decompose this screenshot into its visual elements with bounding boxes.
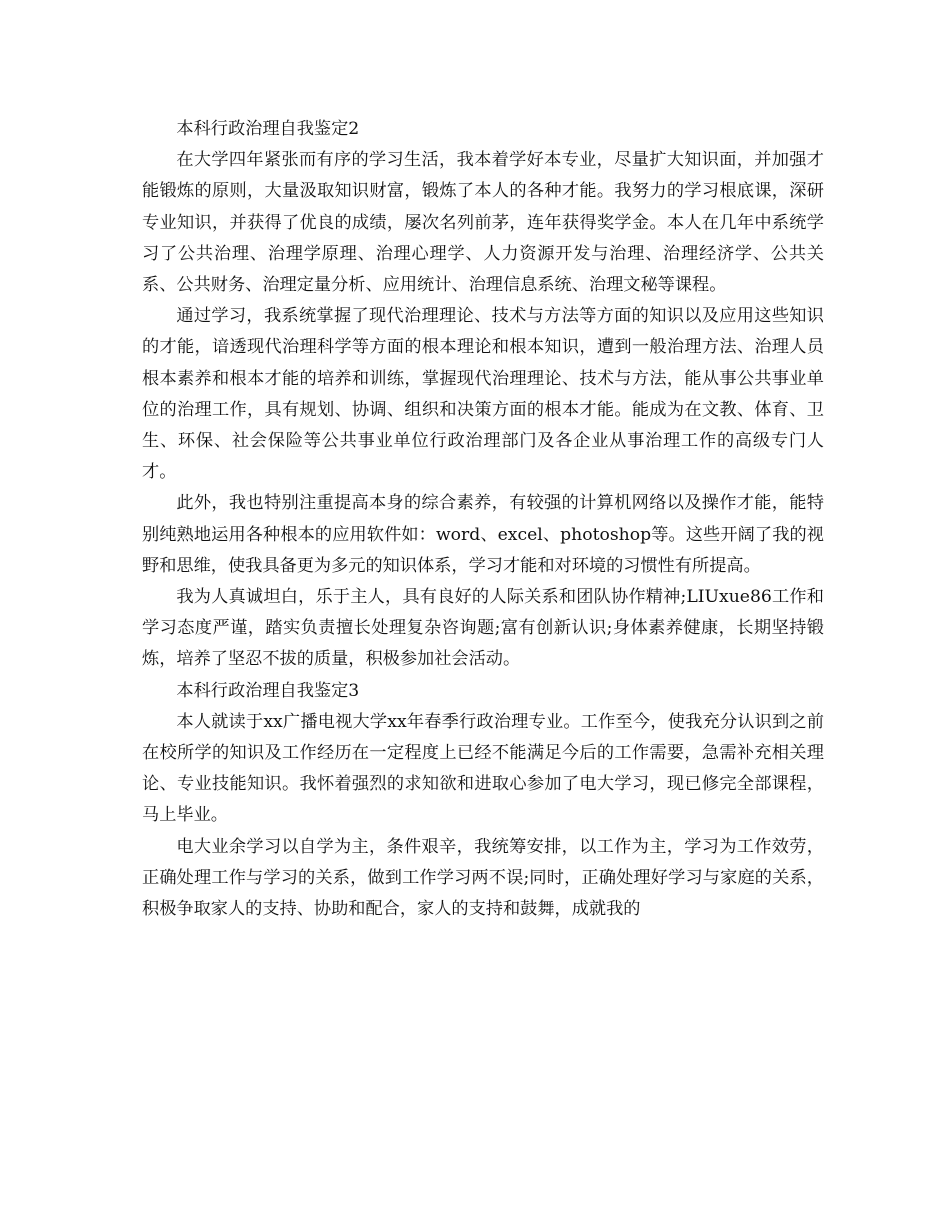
paragraph-theory-mastery: 通过学习，我系统掌握了现代治理理论、技术与方法等方面的知识以及应用这些知识的才能，谙透现代治理科学等方面的根本理论和根本知识，遭到一般治理方法、治理人员根本素养和根本才能的培养和训练，掌握现代治理理论、技术与方法，能从事公共事业单位的治理工作，具有规划、协调、组织和决策方面的根本才能。能成为在文教、体育、卫生、环保、社会保险等公共事业单位行政治理部门及各企业从事治理工作的高级专门人才。	[142, 306, 824, 483]
paragraph-study-life: 在大学四年紧张而有序的学习生活，我本着学好本专业，尽量扩大知识面，并加强才能锻炼的原则，大量汲取知识财富，锻炼了本人的各种才能。我努力的学习根底课，深研专业知识，并获得了优良的成绩，屡次名列前茅，连年获得奖学金。本人在几年中系统学习了公共治理、治理学原理、治理心理学、人力资源开发与治理、治理经济学、公共关系、公共财务、治理定量分析、应用统计、治理信息系统、治理文秘等课程。	[142, 150, 824, 296]
paragraph-enrollment: 本人就读于xx广播电视大学xx年春季行政治理专业。工作至今，使我充分认识到之前在校所学的知识及工作经历在一定程度上已经不能满足今后的工作需要，急需补充相关理论、专业技能知识。我怀着强烈的求知欲和进取心参加了电大学习，现已修完全部课程，马上毕业。	[142, 711, 824, 826]
paragraph-personality: 我为人真诚坦白，乐于主人，具有良好的人际关系和团队协作精神;LIUxue86工作和学习态度严谨，踏实负责擅长处理复杂咨询题;富有创新认识;身体素养健康，长期坚持锻炼，培养了坚忍不拔的质量，积极参加社会活动。	[142, 587, 824, 670]
paragraph-self-study: 电大业余学习以自学为主，条件艰辛，我统筹安排，以工作为主，学习为工作效劳，正确处理工作与学习的关系，做到工作学习两不误;同时，正确处理好学习与家庭的关系，积极争取家人的支持、协助和配合，家人的支持和鼓舞，成就我的	[142, 836, 824, 920]
section-heading-2: 本科行政治理自我鉴定2	[176, 119, 360, 139]
section-heading-3: 本科行政治理自我鉴定3	[176, 680, 360, 701]
document-page	[142, 114, 824, 925]
paragraph-computer-skills: 此外，我也特别注重提高本身的综合素养，有较强的计算机网络以及操作才能，能特别纯熟地运用各种根本的应用软件如：word、excel、photoshop等。这些开阔了我的视野和思维，使我具备更为多元的知识体系，学习才能和对环境的习惯性有所提高。	[142, 493, 824, 576]
